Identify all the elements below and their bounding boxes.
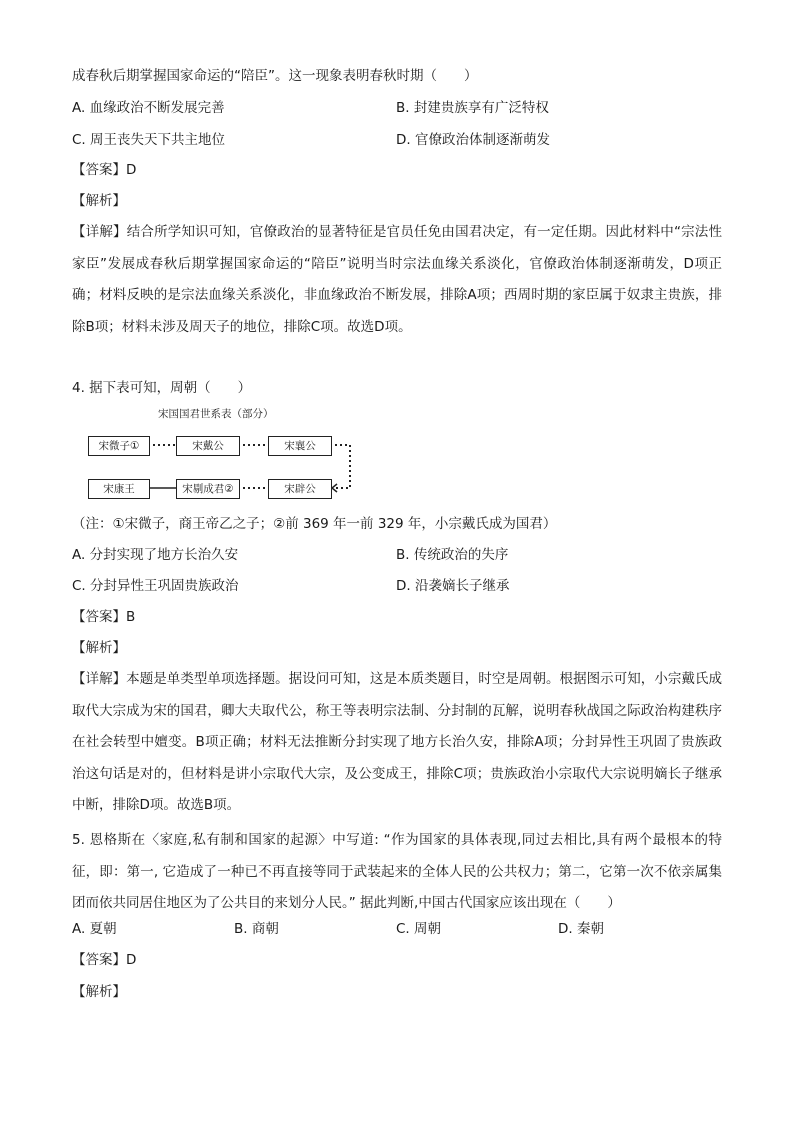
q3-detail: 【详解】结合所学知识可知，官僚政治的显著特征是官员任免由国君决定，有一定任期。因此材料中“宗法性家臣”发展成春秋后期掌握国家命运的“陪臣”说明当时宗法血缘关系淡化，官僚政治体制逐渐萌发，D项正确；材料反映的是宗法血缘关系淡化，非血缘政治不断发展，排除A项；西周时期的家臣属于奴隶主贵族，排除B项；材料未涉及周天子的地位，排除C项。故选D项。 [72, 224, 722, 335]
q4-note: （注：①宋微子，商王帝乙之子；②前 369 年一前 329 年，小宗戴氏成为国君） [72, 516, 557, 532]
q4-detail: 【详解】本题是单类型单项选择题。据设问可知，这是本质类题目，时空是周朝。根据图示可知，小宗戴氏成取代大宗成为宋的国君，卿大夫取代公，称王等表明宗法制、分封制的瓦解，说明春秋战国之际政治构建秩序在社会转型中嬗变。B项正确；材料无法推断分封实现了地方长治久安，排除A项；分封异性王巩固了贵族政治这句话是对的，但材料是讲小宗取代大宗，及公变成王，排除C项；贵族政治小宗取代大宗说明嫡长子继承中断，排除D项。故选B项。 [72, 671, 722, 813]
q3-option-a: A. 血缘政治不断发展完善 [72, 100, 225, 116]
q4-stem: 4. 据下表可知，周朝（ ） [72, 380, 252, 396]
q3-answer: 【答案】D [72, 162, 137, 178]
box-song-kangwang: 宋康王 [88, 479, 150, 499]
succession-diagram [88, 402, 368, 502]
q5-answer: 【答案】D [72, 952, 137, 968]
q5-option-b: B. 商朝 [234, 921, 279, 937]
q5-option-a: A. 夏朝 [72, 921, 117, 937]
q3-analysis-label: 【解析】 [72, 193, 126, 209]
box-song-daigong: 宋戴公 [176, 436, 240, 456]
q3-option-c: C. 周王丧失天下共主地位 [72, 132, 226, 148]
q3-option-b: B. 封建贵族享有广泛特权 [396, 100, 549, 116]
q5-option-d: D. 秦朝 [558, 921, 604, 937]
q4-option-c: C. 分封异性王巩固贵族政治 [72, 578, 239, 594]
box-song-weizi: 宋微子① [88, 436, 150, 456]
box-song-xianggong: 宋襄公 [268, 436, 332, 456]
q4-answer: 【答案】B [72, 609, 136, 625]
q5-analysis-label: 【解析】 [72, 984, 126, 1000]
q4-option-a: A. 分封实现了地方长治久安 [72, 547, 239, 563]
q5-stem: 5. 恩格斯在〈家庭,私有制和国家的起源〉中写道: “作为国家的具体表现,同过去相比,具有两个最根本的特征，即：第一, 它造成了一种已不再直接等同于武装起来的全体人民的公共权力；第二，它第一次不依亲属集团而依共同居住地区为了公共目的来划分人民。” 据此判断,中国古代国家应该出现在（ ） [72, 832, 722, 911]
box-song-tichengjun: 宋剔成君② [176, 479, 240, 499]
box-song-bigong: 宋辟公 [268, 479, 332, 499]
q4-option-b: B. 传统政治的失序 [396, 547, 509, 563]
q3-stem-tail: 成春秋后期掌握国家命运的“陪臣”。这一现象表明春秋时期（ ） [72, 68, 478, 84]
q5-option-c: C. 周朝 [396, 921, 442, 937]
q3-option-d: D. 官僚政治体制逐渐萌发 [396, 132, 550, 148]
diagram-title: 宋国国君世系表（部分） [158, 408, 274, 420]
q4-analysis-label: 【解析】 [72, 640, 126, 656]
q4-option-d: D. 沿袭嫡长子继承 [396, 578, 510, 594]
